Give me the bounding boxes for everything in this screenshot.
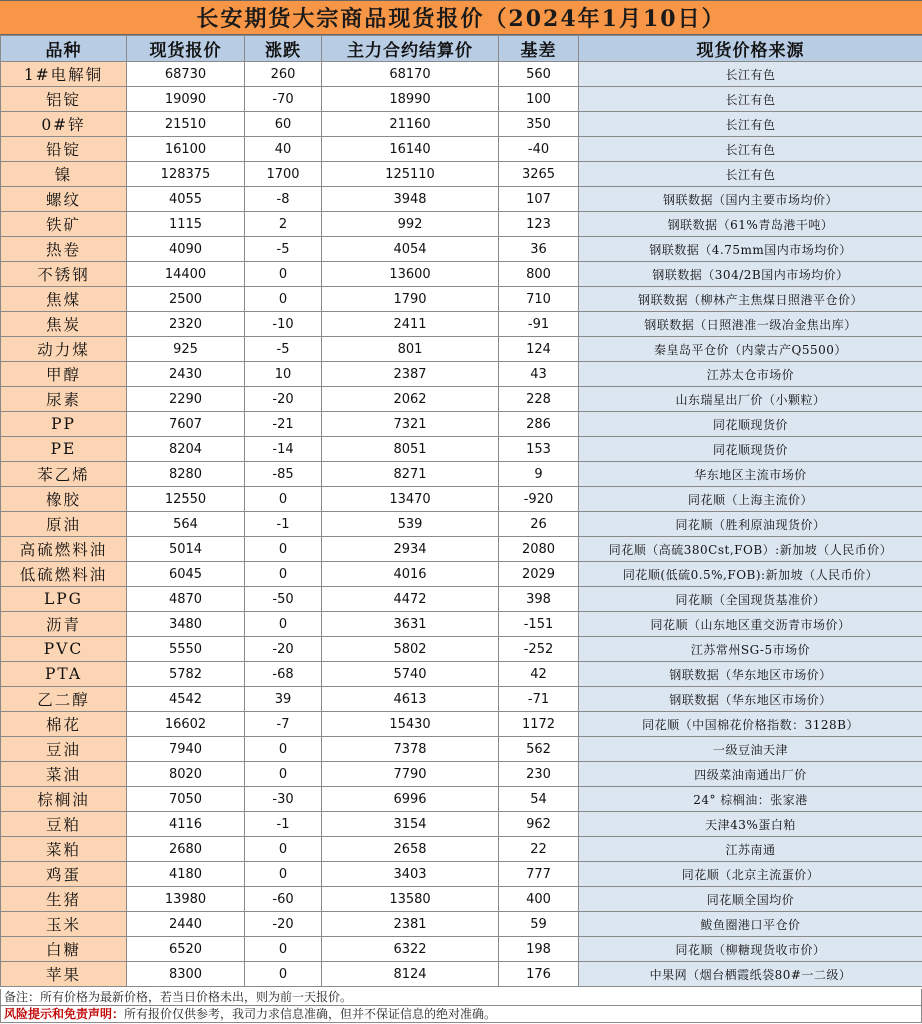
cell-name: 螺纹 (1, 187, 127, 212)
table-row (1, 362, 922, 387)
cell-change: 0 (245, 862, 322, 887)
cell-change: -20 (245, 912, 322, 937)
table-row (1, 87, 922, 112)
table-row (1, 662, 922, 687)
table-row (1, 637, 922, 662)
column-header-source: 现货价格来源 (579, 36, 922, 62)
cell-change: 0 (245, 762, 322, 787)
cell-source: 钢联数据（柳林产主焦煤日照港平仓价） (579, 287, 922, 312)
cell-change: -5 (245, 337, 322, 362)
cell-source: 中果网（烟台栖霞纸袋80#一二级） (579, 962, 922, 987)
cell-spot-price: 16602 (127, 712, 245, 737)
cell-spot-price: 2680 (127, 837, 245, 862)
cell-settle-price: 3948 (322, 187, 499, 212)
cell-spot-price: 925 (127, 337, 245, 362)
cell-basis: 36 (499, 237, 579, 262)
table-row (1, 337, 922, 362)
cell-settle-price: 539 (322, 512, 499, 537)
cell-spot-price: 5014 (127, 537, 245, 562)
cell-source: 同花顺（上海主流价） (579, 487, 922, 512)
table-row (1, 287, 922, 312)
cell-spot-price: 16100 (127, 137, 245, 162)
table-row (1, 612, 922, 637)
cell-change: -20 (245, 637, 322, 662)
cell-spot-price: 13980 (127, 887, 245, 912)
cell-settle-price: 15430 (322, 712, 499, 737)
cell-spot-price: 8020 (127, 762, 245, 787)
table-row (1, 762, 922, 787)
cell-change: -20 (245, 387, 322, 412)
table-row (1, 512, 922, 537)
cell-source: 一级豆油天津 (579, 737, 922, 762)
cell-basis: 400 (499, 887, 579, 912)
cell-change: 0 (245, 537, 322, 562)
cell-settle-price: 2062 (322, 387, 499, 412)
cell-change: 2 (245, 212, 322, 237)
price-table (0, 35, 922, 987)
cell-basis: -920 (499, 487, 579, 512)
table-row (1, 937, 922, 962)
cell-change: -85 (245, 462, 322, 487)
cell-source: 同花顺现货价 (579, 412, 922, 437)
cell-basis: -40 (499, 137, 579, 162)
cell-source: 华东地区主流市场价 (579, 462, 922, 487)
cell-settle-price: 5802 (322, 637, 499, 662)
cell-name: 鸡蛋 (1, 862, 127, 887)
cell-spot-price: 5550 (127, 637, 245, 662)
cell-name: 玉米 (1, 912, 127, 937)
cell-settle-price: 8271 (322, 462, 499, 487)
column-header-spot: 现货报价 (127, 36, 245, 62)
cell-name: 橡胶 (1, 487, 127, 512)
cell-spot-price: 7607 (127, 412, 245, 437)
cell-spot-price: 19090 (127, 87, 245, 112)
cell-source: 钢联数据（4.75mm国内市场均价） (579, 237, 922, 262)
table-row (1, 837, 922, 862)
cell-source: 钢联数据（304/2B国内市场均价） (579, 262, 922, 287)
cell-spot-price: 4116 (127, 812, 245, 837)
cell-source: 江苏南通 (579, 837, 922, 862)
cell-source: 江苏常州SG-5市场价 (579, 637, 922, 662)
cell-change: 0 (245, 937, 322, 962)
cell-change: -68 (245, 662, 322, 687)
cell-settle-price: 3154 (322, 812, 499, 837)
cell-name: 热卷 (1, 237, 127, 262)
cell-source: 同花顺（高硫380Cst,FOB）:新加坡（人民币价） (579, 537, 922, 562)
table-row (1, 487, 922, 512)
cell-name: 原油 (1, 512, 127, 537)
cell-source: 钢联数据（华东地区市场价） (579, 687, 922, 712)
cell-basis: 9 (499, 462, 579, 487)
cell-source: 同花顺（胜利原油现货价） (579, 512, 922, 537)
cell-spot-price: 2430 (127, 362, 245, 387)
disclaimer-text: 所有报价仅供参考，我司力求信息准确，但并不保证信息的绝对准确。 (124, 1007, 497, 1021)
cell-settle-price: 13580 (322, 887, 499, 912)
cell-change: -30 (245, 787, 322, 812)
cell-spot-price: 128375 (127, 162, 245, 187)
cell-name: 菜油 (1, 762, 127, 787)
cell-spot-price: 2500 (127, 287, 245, 312)
cell-basis: 26 (499, 512, 579, 537)
cell-spot-price: 14400 (127, 262, 245, 287)
cell-basis: 124 (499, 337, 579, 362)
cell-basis: 230 (499, 762, 579, 787)
cell-source: 长江有色 (579, 62, 922, 87)
cell-basis: 59 (499, 912, 579, 937)
table-row (1, 812, 922, 837)
cell-name: 铅锭 (1, 137, 127, 162)
cell-basis: 100 (499, 87, 579, 112)
cell-spot-price: 68730 (127, 62, 245, 87)
cell-change: 0 (245, 287, 322, 312)
cell-source: 山东瑞星出厂价（小颗粒） (579, 387, 922, 412)
cell-change: 260 (245, 62, 322, 87)
cell-name: 1#电解铜 (1, 62, 127, 87)
cell-settle-price: 8051 (322, 437, 499, 462)
cell-settle-price: 4613 (322, 687, 499, 712)
cell-basis: 350 (499, 112, 579, 137)
cell-basis: 54 (499, 787, 579, 812)
cell-spot-price: 2290 (127, 387, 245, 412)
cell-source: 同花顺（山东地区重交沥青市场价） (579, 612, 922, 637)
cell-spot-price: 21510 (127, 112, 245, 137)
cell-spot-price: 3480 (127, 612, 245, 637)
cell-basis: 153 (499, 437, 579, 462)
table-row (1, 162, 922, 187)
cell-settle-price: 3631 (322, 612, 499, 637)
table-row (1, 137, 922, 162)
table-row (1, 912, 922, 937)
cell-source: 同花顺(低硫0.5%,FOB):新加坡（人民币价） (579, 562, 922, 587)
footnote: 备注：所有价格为最新价格，若当日价格未出，则为前一天报价。 (0, 989, 922, 1006)
cell-name: 生猪 (1, 887, 127, 912)
cell-basis: -252 (499, 637, 579, 662)
cell-name: 低硫燃料油 (1, 562, 127, 587)
cell-settle-price: 4054 (322, 237, 499, 262)
cell-change: 60 (245, 112, 322, 137)
cell-spot-price: 1115 (127, 212, 245, 237)
cell-name: 苯乙烯 (1, 462, 127, 487)
table-row (1, 787, 922, 812)
table-row (1, 212, 922, 237)
cell-name: 沥青 (1, 612, 127, 637)
cell-spot-price: 7050 (127, 787, 245, 812)
cell-source: 同花顺（全国现货基准价） (579, 587, 922, 612)
cell-spot-price: 6045 (127, 562, 245, 587)
cell-change: 10 (245, 362, 322, 387)
cell-source: 同花顺（柳糖现货收市价） (579, 937, 922, 962)
table-header-row (1, 36, 922, 62)
cell-settle-price: 21160 (322, 112, 499, 137)
cell-basis: 107 (499, 187, 579, 212)
cell-basis: 560 (499, 62, 579, 87)
disclaimer (0, 1006, 922, 1023)
cell-change: -14 (245, 437, 322, 462)
cell-spot-price: 2320 (127, 312, 245, 337)
disclaimer-lead: 风险提示和免责声明： (4, 1007, 125, 1021)
cell-settle-price: 801 (322, 337, 499, 362)
cell-basis: 123 (499, 212, 579, 237)
column-header-settle: 主力合约结算价 (322, 36, 499, 62)
cell-source: 钢联数据（华东地区市场价） (579, 662, 922, 687)
cell-source: 钢联数据（日照港准一级冶金焦出库） (579, 312, 922, 337)
cell-basis: 43 (499, 362, 579, 387)
cell-spot-price: 4090 (127, 237, 245, 262)
cell-settle-price: 3403 (322, 862, 499, 887)
cell-settle-price: 18990 (322, 87, 499, 112)
table-row (1, 412, 922, 437)
cell-source: 同花顺（北京主流蛋价） (579, 862, 922, 887)
cell-change: -8 (245, 187, 322, 212)
cell-spot-price: 7940 (127, 737, 245, 762)
table-row (1, 687, 922, 712)
cell-basis: 962 (499, 812, 579, 837)
cell-spot-price: 4180 (127, 862, 245, 887)
cell-settle-price: 2658 (322, 837, 499, 862)
cell-name: 焦炭 (1, 312, 127, 337)
cell-basis: -91 (499, 312, 579, 337)
cell-name: 菜粕 (1, 837, 127, 862)
cell-source: 四级菜油南通出厂价 (579, 762, 922, 787)
cell-basis: 2029 (499, 562, 579, 587)
cell-name: 高硫燃料油 (1, 537, 127, 562)
cell-settle-price: 6322 (322, 937, 499, 962)
cell-basis: 800 (499, 262, 579, 287)
cell-basis: 286 (499, 412, 579, 437)
cell-name: 铝锭 (1, 87, 127, 112)
table-row (1, 462, 922, 487)
cell-settle-price: 2387 (322, 362, 499, 387)
cell-source: 鲅鱼圈港口平仓价 (579, 912, 922, 937)
cell-basis: -151 (499, 612, 579, 637)
cell-name: 棉花 (1, 712, 127, 737)
cell-spot-price: 2440 (127, 912, 245, 937)
cell-change: 1700 (245, 162, 322, 187)
cell-spot-price: 564 (127, 512, 245, 537)
cell-change: 0 (245, 837, 322, 862)
cell-name: 铁矿 (1, 212, 127, 237)
cell-name: LPG (1, 587, 127, 612)
cell-name: 尿素 (1, 387, 127, 412)
cell-source: 秦皇岛平仓价（内蒙古产Q5500） (579, 337, 922, 362)
cell-basis: 710 (499, 287, 579, 312)
cell-source: 江苏太仓市场价 (579, 362, 922, 387)
cell-basis: 777 (499, 862, 579, 887)
cell-basis: 3265 (499, 162, 579, 187)
cell-spot-price: 4055 (127, 187, 245, 212)
cell-name: 甲醇 (1, 362, 127, 387)
column-header-name: 品种 (1, 36, 127, 62)
table-row (1, 587, 922, 612)
cell-change: 0 (245, 737, 322, 762)
cell-source: 钢联数据（61%青岛港干吨） (579, 212, 922, 237)
table-row (1, 237, 922, 262)
cell-settle-price: 6996 (322, 787, 499, 812)
cell-name: 0#锌 (1, 112, 127, 137)
cell-source: 长江有色 (579, 112, 922, 137)
cell-change: 0 (245, 262, 322, 287)
cell-spot-price: 5782 (127, 662, 245, 687)
cell-spot-price: 12550 (127, 487, 245, 512)
cell-source: 天津43%蛋白粕 (579, 812, 922, 837)
cell-settle-price: 1790 (322, 287, 499, 312)
cell-settle-price: 13600 (322, 262, 499, 287)
cell-basis: 42 (499, 662, 579, 687)
table-row (1, 537, 922, 562)
cell-change: 0 (245, 612, 322, 637)
table-row (1, 712, 922, 737)
cell-source: 长江有色 (579, 87, 922, 112)
cell-name: 豆粕 (1, 812, 127, 837)
cell-change: 0 (245, 562, 322, 587)
cell-change: -60 (245, 887, 322, 912)
cell-basis: 176 (499, 962, 579, 987)
cell-change: 0 (245, 487, 322, 512)
cell-change: -7 (245, 712, 322, 737)
cell-change: -1 (245, 512, 322, 537)
cell-change: -50 (245, 587, 322, 612)
cell-settle-price: 5740 (322, 662, 499, 687)
cell-name: 不锈钢 (1, 262, 127, 287)
table-row (1, 262, 922, 287)
cell-settle-price: 7378 (322, 737, 499, 762)
cell-settle-price: 68170 (322, 62, 499, 87)
cell-change: 39 (245, 687, 322, 712)
cell-settle-price: 8124 (322, 962, 499, 987)
cell-change: -1 (245, 812, 322, 837)
table-row (1, 62, 922, 87)
cell-basis: -71 (499, 687, 579, 712)
cell-settle-price: 16140 (322, 137, 499, 162)
cell-spot-price: 4542 (127, 687, 245, 712)
cell-basis: 1172 (499, 712, 579, 737)
cell-basis: 198 (499, 937, 579, 962)
cell-settle-price: 13470 (322, 487, 499, 512)
cell-change: -5 (245, 237, 322, 262)
cell-settle-price: 4472 (322, 587, 499, 612)
cell-settle-price: 2411 (322, 312, 499, 337)
cell-settle-price: 7790 (322, 762, 499, 787)
cell-name: 豆油 (1, 737, 127, 762)
cell-change: -70 (245, 87, 322, 112)
cell-settle-price: 7321 (322, 412, 499, 437)
table-row (1, 887, 922, 912)
table-row (1, 862, 922, 887)
cell-basis: 398 (499, 587, 579, 612)
cell-name: PTA (1, 662, 127, 687)
cell-name: PP (1, 412, 127, 437)
table-row (1, 562, 922, 587)
cell-source: 24° 棕榈油：张家港 (579, 787, 922, 812)
table-row (1, 737, 922, 762)
cell-change: -10 (245, 312, 322, 337)
table-row (1, 437, 922, 462)
cell-settle-price: 4016 (322, 562, 499, 587)
cell-name: 动力煤 (1, 337, 127, 362)
cell-name: 苹果 (1, 962, 127, 987)
table-row (1, 962, 922, 987)
cell-source: 同花顺现货价 (579, 437, 922, 462)
column-header-change: 涨跌 (245, 36, 322, 62)
cell-spot-price: 8280 (127, 462, 245, 487)
cell-name: PVC (1, 637, 127, 662)
cell-settle-price: 992 (322, 212, 499, 237)
cell-basis: 562 (499, 737, 579, 762)
table-row (1, 312, 922, 337)
cell-basis: 22 (499, 837, 579, 862)
cell-source: 钢联数据（国内主要市场均价） (579, 187, 922, 212)
cell-name: PE (1, 437, 127, 462)
cell-settle-price: 125110 (322, 162, 499, 187)
cell-name: 白糖 (1, 937, 127, 962)
page-title: 长安期货大宗商品现货报价（2024年1月10日） (0, 0, 922, 35)
cell-spot-price: 6520 (127, 937, 245, 962)
cell-change: 0 (245, 962, 322, 987)
cell-source: 同花顺（中国棉花价格指数：3128B） (579, 712, 922, 737)
cell-change: 40 (245, 137, 322, 162)
cell-name: 乙二醇 (1, 687, 127, 712)
cell-source: 长江有色 (579, 162, 922, 187)
column-header-basis: 基差 (499, 36, 579, 62)
cell-spot-price: 8204 (127, 437, 245, 462)
table-row (1, 112, 922, 137)
cell-spot-price: 8300 (127, 962, 245, 987)
table-row (1, 387, 922, 412)
cell-settle-price: 2934 (322, 537, 499, 562)
cell-basis: 2080 (499, 537, 579, 562)
cell-basis: 228 (499, 387, 579, 412)
table-row (1, 187, 922, 212)
cell-source: 同花顺全国均价 (579, 887, 922, 912)
cell-source: 长江有色 (579, 137, 922, 162)
cell-name: 棕榈油 (1, 787, 127, 812)
cell-name: 焦煤 (1, 287, 127, 312)
cell-change: -21 (245, 412, 322, 437)
cell-settle-price: 2381 (322, 912, 499, 937)
cell-spot-price: 4870 (127, 587, 245, 612)
cell-name: 镍 (1, 162, 127, 187)
